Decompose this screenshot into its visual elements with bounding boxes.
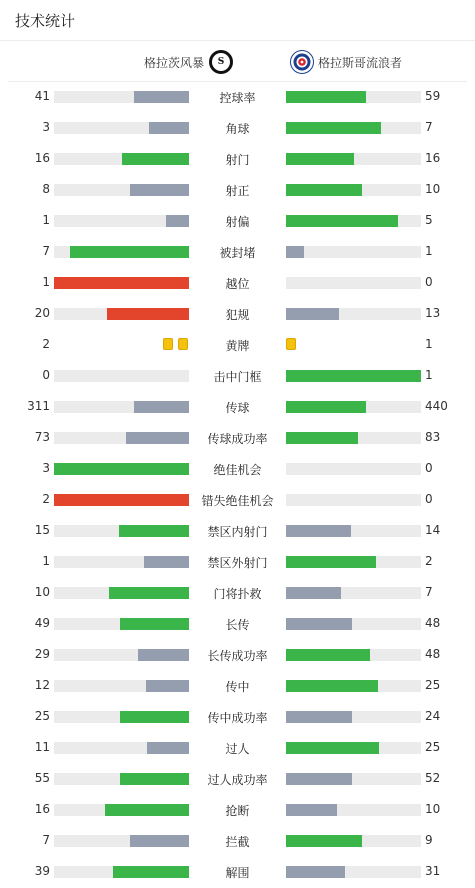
away-bar-track: [286, 711, 421, 723]
away-bar-track: [286, 308, 421, 320]
home-bar-fill: [138, 649, 189, 661]
home-value: 3: [42, 120, 50, 134]
away-value: 48: [425, 647, 441, 661]
away-bar-track: [286, 680, 421, 692]
stat-row: [0, 113, 475, 144]
away-bar-fill: [286, 525, 351, 537]
home-value: 41: [34, 89, 50, 103]
yellow-card-icon: [163, 338, 173, 350]
home-value: 7: [42, 244, 50, 258]
away-bar-fill: [286, 649, 370, 661]
stats-list: [0, 82, 475, 888]
home-bar-track: [54, 432, 189, 444]
home-value: 8: [42, 182, 50, 196]
away-bar-track: [286, 463, 421, 475]
stat-row: [0, 733, 475, 764]
home-bar-fill: [120, 711, 189, 723]
home-bar-fill: [54, 494, 189, 506]
home-value: 73: [34, 430, 50, 444]
away-bar-fill: [286, 370, 421, 382]
stat-label: 过人成功率: [207, 773, 268, 787]
home-bar-fill: [120, 773, 189, 785]
away-bar-track: [286, 370, 421, 382]
stat-label: 射正: [225, 184, 250, 198]
stat-row: [0, 671, 475, 702]
away-bar-track: [286, 618, 421, 630]
stat-row: [0, 299, 475, 330]
stat-row: [0, 237, 475, 268]
home-bar-track: [54, 91, 189, 103]
stats-header: [0, 0, 475, 41]
home-bar-track: [54, 804, 189, 816]
stat-label: 射偏: [225, 215, 250, 229]
away-value: 9: [425, 833, 433, 847]
away-value: 7: [425, 585, 433, 599]
away-bar-track: [286, 277, 421, 289]
away-bar-fill: [286, 308, 339, 320]
home-value: 0: [42, 368, 50, 382]
stat-row: [0, 795, 475, 826]
stat-label: 传中: [225, 680, 250, 694]
stat-label: 犯规: [225, 308, 250, 322]
away-bar-track: [286, 215, 421, 227]
away-bar-fill: [286, 556, 376, 568]
stat-row: [0, 454, 475, 485]
stat-label: 射门: [225, 153, 250, 167]
home-value: 1: [42, 554, 50, 568]
home-value: 16: [34, 151, 50, 165]
home-team-name: 格拉茨风暴: [143, 55, 204, 70]
away-value: 0: [425, 275, 433, 289]
home-team-crest-icon: S: [209, 50, 233, 74]
stat-row: [0, 485, 475, 516]
away-value: 2: [425, 554, 433, 568]
stat-label: 角球: [225, 122, 250, 136]
home-bar-fill: [105, 804, 189, 816]
home-bar-fill: [134, 401, 189, 413]
home-bar-fill: [119, 525, 189, 537]
away-bar-fill: [286, 742, 379, 754]
stat-label: 解围: [225, 866, 250, 880]
stat-row: [0, 857, 475, 888]
home-value: 49: [34, 616, 50, 630]
home-bar-track: [54, 866, 189, 878]
stat-row: [0, 330, 475, 361]
stat-label: 错失绝佳机会: [201, 494, 274, 508]
home-value: 29: [34, 647, 50, 661]
home-bar-track: [54, 649, 189, 661]
home-value: 12: [34, 678, 50, 692]
home-value: 20: [34, 306, 50, 320]
stat-row: [0, 516, 475, 547]
home-bar-fill: [107, 308, 189, 320]
away-bar-fill: [286, 711, 352, 723]
home-value: 11: [34, 740, 50, 754]
teams-row: [8, 41, 467, 82]
home-bar-fill: [130, 835, 189, 847]
stat-label: 禁区内射门: [207, 525, 268, 539]
away-bar-fill: [286, 680, 378, 692]
home-value: 7: [42, 833, 50, 847]
away-bar-fill: [286, 587, 341, 599]
away-bar-fill: [286, 153, 354, 165]
stat-label: 长传成功率: [207, 649, 268, 663]
home-bar-fill: [120, 618, 189, 630]
away-value: 59: [425, 89, 441, 103]
away-bar-track: [286, 866, 421, 878]
away-bar-track: [286, 246, 421, 258]
away-bar-track: [286, 587, 421, 599]
away-bar-track: [286, 835, 421, 847]
away-bar-fill: [286, 618, 352, 630]
home-bar-fill: [122, 153, 190, 165]
away-bar-fill: [286, 215, 398, 227]
away-bar-fill: [286, 835, 362, 847]
stat-row: [0, 392, 475, 423]
home-bar-fill: [54, 463, 189, 475]
stat-row: [0, 144, 475, 175]
away-team-crest-icon: [290, 50, 314, 74]
home-value: 3: [42, 461, 50, 475]
stat-label: 过人: [225, 742, 250, 756]
away-bar-track: [286, 122, 421, 134]
away-bar-track: [286, 401, 421, 413]
home-bar-track: [54, 773, 189, 785]
home-bar-fill: [144, 556, 189, 568]
away-value: 0: [425, 492, 433, 506]
away-bar-fill: [286, 246, 304, 258]
away-value: 10: [425, 182, 441, 196]
away-value: 14: [425, 523, 441, 537]
away-bar-track: [286, 525, 421, 537]
away-value: 440: [425, 399, 448, 413]
away-value: 0: [425, 461, 433, 475]
home-value: 10: [34, 585, 50, 599]
stat-row: [0, 268, 475, 299]
home-value: 1: [42, 213, 50, 227]
stat-row: [0, 547, 475, 578]
home-bar-track: [54, 122, 189, 134]
home-bar-track: [54, 680, 189, 692]
home-bar-track: [54, 463, 189, 475]
home-bar-track: [54, 370, 189, 382]
home-bar-track: [54, 525, 189, 537]
away-bar-track: [286, 742, 421, 754]
away-team[interactable]: [290, 49, 402, 75]
home-bar-track: [54, 184, 189, 196]
home-bar-track: [54, 742, 189, 754]
away-bar-track: [286, 432, 421, 444]
home-value: 55: [34, 771, 50, 785]
home-bar-track: [54, 494, 189, 506]
away-bar-fill: [286, 122, 381, 134]
stat-label: 门将扑救: [213, 587, 262, 601]
stat-row: [0, 578, 475, 609]
home-bar-track: [54, 556, 189, 568]
away-bar-fill: [286, 432, 358, 444]
home-bar-track: [54, 711, 189, 723]
home-bar-track: [54, 401, 189, 413]
stat-label: 控球率: [219, 91, 256, 105]
away-bar-track: [286, 91, 421, 103]
home-value: 39: [34, 864, 50, 878]
home-bar-fill: [54, 277, 189, 289]
home-bar-fill: [166, 215, 189, 227]
home-value: 25: [34, 709, 50, 723]
away-bar-fill: [286, 773, 352, 785]
away-value: 7: [425, 120, 433, 134]
away-bar-track: [286, 773, 421, 785]
stat-label: 抢断: [225, 804, 250, 818]
away-value: 31: [425, 864, 441, 878]
away-value: 5: [425, 213, 433, 227]
stat-row: [0, 764, 475, 795]
stat-row: [0, 361, 475, 392]
home-value: 15: [34, 523, 50, 537]
stat-row: [0, 206, 475, 237]
stat-label: 越位: [225, 277, 250, 291]
home-bar-fill: [113, 866, 189, 878]
away-bar-track: [286, 649, 421, 661]
stat-row: [0, 82, 475, 113]
stat-label: 被封堵: [219, 246, 256, 260]
away-value: 52: [425, 771, 441, 785]
away-bar-track: [286, 153, 421, 165]
away-value: 83: [425, 430, 441, 444]
home-value: 16: [34, 802, 50, 816]
stat-row: [0, 609, 475, 640]
away-bar-track: [286, 184, 421, 196]
home-bar-fill: [134, 91, 189, 103]
home-bar-track: [54, 618, 189, 630]
away-value: 1: [425, 244, 433, 258]
home-bar-track: [54, 308, 189, 320]
stat-label: 拦截: [225, 835, 250, 849]
stat-label: 传球: [225, 401, 250, 415]
stat-label: 绝佳机会: [213, 463, 262, 477]
home-value: 1: [42, 275, 50, 289]
home-bar-track: [54, 835, 189, 847]
home-bar-track: [54, 153, 189, 165]
away-value: 25: [425, 678, 441, 692]
away-value: 10: [425, 802, 441, 816]
home-bar-fill: [70, 246, 189, 258]
stat-label: 击中门框: [213, 370, 262, 384]
home-bar-track: [54, 587, 189, 599]
stat-row: [0, 826, 475, 857]
away-value: 48: [425, 616, 441, 630]
away-value: 25: [425, 740, 441, 754]
yellow-card-icon: [178, 338, 188, 350]
stat-row: [0, 702, 475, 733]
away-bar-fill: [286, 866, 345, 878]
home-bar-fill: [146, 680, 189, 692]
home-bar-track: [54, 215, 189, 227]
stat-label: 长传: [225, 618, 250, 632]
stat-label: 禁区外射门: [207, 556, 268, 570]
away-bar-track: [286, 556, 421, 568]
away-bar-track: [286, 494, 421, 506]
home-bar-fill: [109, 587, 189, 599]
stat-row: [0, 175, 475, 206]
home-bar-fill: [126, 432, 189, 444]
away-bar-fill: [286, 91, 366, 103]
away-value: 1: [425, 368, 433, 382]
home-bar-track: [54, 277, 189, 289]
stat-label: 传中成功率: [207, 711, 268, 725]
away-bar-fill: [286, 401, 366, 413]
home-value: 2: [42, 492, 50, 506]
page-title: 技术统计: [15, 12, 76, 30]
home-value: 2: [42, 337, 50, 351]
away-bar-fill: [286, 804, 337, 816]
away-value: 16: [425, 151, 441, 165]
away-value: 1: [425, 337, 433, 351]
stat-label: 传球成功率: [207, 432, 268, 446]
away-value: 13: [425, 306, 441, 320]
home-team[interactable]: [8, 49, 233, 75]
away-bar-track: [286, 804, 421, 816]
stat-row: [0, 640, 475, 671]
home-bar-fill: [130, 184, 189, 196]
stat-label: 黄牌: [225, 339, 250, 353]
stat-row: [0, 423, 475, 454]
away-value: 24: [425, 709, 441, 723]
home-value: 311: [27, 399, 50, 413]
home-bar-fill: [149, 122, 190, 134]
away-team-name: 格拉斯哥流浪者: [318, 55, 403, 70]
home-bar-track: [54, 246, 189, 258]
away-bar-fill: [286, 184, 362, 196]
yellow-card-icon: [286, 338, 296, 350]
home-bar-fill: [147, 742, 189, 754]
